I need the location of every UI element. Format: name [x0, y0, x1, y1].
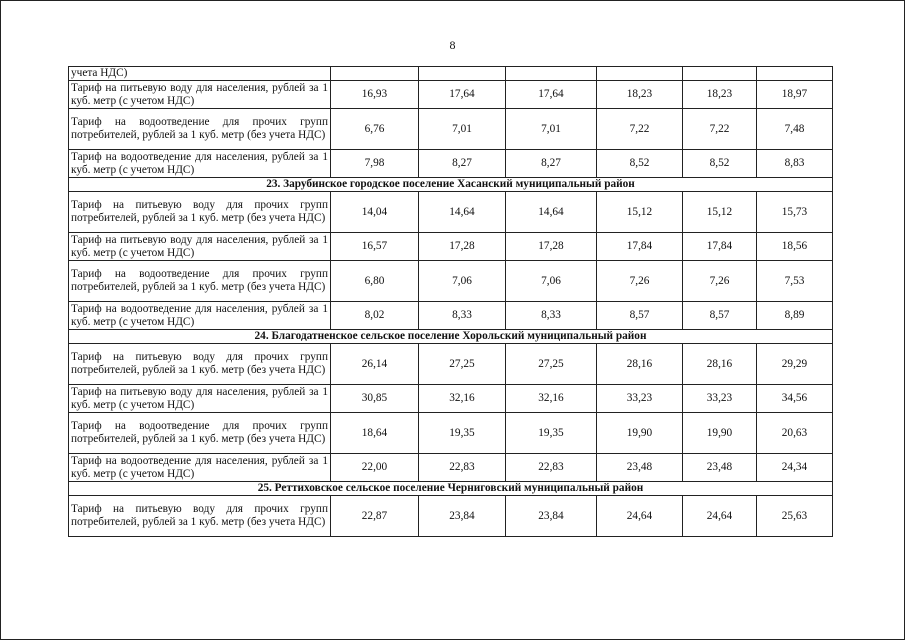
tariff-description: Тариф на питьевую воду для прочих групп потребителей, рублей за 1 куб. метр (без учета НДС)	[69, 496, 331, 537]
tariff-value	[597, 67, 683, 81]
tariff-value: 26,14	[331, 344, 419, 385]
tariff-value: 34,56	[757, 385, 833, 413]
tariff-value: 23,48	[597, 454, 683, 482]
tariff-value: 32,16	[419, 385, 506, 413]
tariff-value: 30,85	[331, 385, 419, 413]
tariff-value: 23,48	[683, 454, 757, 482]
tariff-value: 23,84	[419, 496, 506, 537]
section-title: 23. Зарубинское городское поселение Хасанский муниципальный район	[69, 178, 833, 192]
tariff-description: Тариф на водоотведение для населения, рублей за 1 куб. метр (с учетом НДС)	[69, 150, 331, 178]
tariff-value: 25,63	[757, 496, 833, 537]
section-title: 24. Благодатненское сельское поселение Хорольский муниципальный район	[69, 330, 833, 344]
tariff-value: 7,06	[419, 261, 506, 302]
tariff-table	[68, 66, 833, 537]
section-header-row	[69, 482, 833, 496]
tariff-value: 32,16	[506, 385, 597, 413]
table-row	[69, 344, 833, 385]
section-header-row	[69, 330, 833, 344]
tariff-value: 7,06	[506, 261, 597, 302]
tariff-value: 24,64	[597, 496, 683, 537]
tariff-value: 27,25	[506, 344, 597, 385]
tariff-value: 24,34	[757, 454, 833, 482]
tariff-value	[506, 67, 597, 81]
tariff-value: 16,57	[331, 233, 419, 261]
table-row	[69, 192, 833, 233]
tariff-value: 17,64	[506, 81, 597, 109]
tariff-value: 22,00	[331, 454, 419, 482]
tariff-value: 18,56	[757, 233, 833, 261]
tariff-description: Тариф на водоотведение для населения, рублей за 1 куб. метр (с учетом НДС)	[69, 454, 331, 482]
tariff-value: 6,80	[331, 261, 419, 302]
tariff-value: 16,93	[331, 81, 419, 109]
table-row	[69, 150, 833, 178]
tariff-value: 22,83	[419, 454, 506, 482]
tariff-value: 33,23	[683, 385, 757, 413]
tariff-value: 22,83	[506, 454, 597, 482]
tariff-value: 8,52	[597, 150, 683, 178]
tariff-value: 22,87	[331, 496, 419, 537]
tariff-value: 29,29	[757, 344, 833, 385]
tariff-value: 17,84	[683, 233, 757, 261]
tariff-value: 7,01	[419, 109, 506, 150]
tariff-value: 17,64	[419, 81, 506, 109]
tariff-value: 27,25	[419, 344, 506, 385]
tariff-value: 14,04	[331, 192, 419, 233]
tariff-value: 19,35	[506, 413, 597, 454]
table-row	[69, 302, 833, 330]
tariff-value: 7,01	[506, 109, 597, 150]
tariff-value: 14,64	[506, 192, 597, 233]
tariff-value: 7,26	[683, 261, 757, 302]
tariff-value	[419, 67, 506, 81]
tariff-value: 28,16	[683, 344, 757, 385]
tariff-value: 15,73	[757, 192, 833, 233]
table-row	[69, 109, 833, 150]
tariff-description: Тариф на питьевую воду для населения, рублей за 1 куб. метр (с учетом НДС)	[69, 233, 331, 261]
tariff-value: 19,35	[419, 413, 506, 454]
tariff-value: 7,98	[331, 150, 419, 178]
tariff-value: 18,23	[683, 81, 757, 109]
tariff-value: 17,84	[597, 233, 683, 261]
tariff-value: 8,27	[506, 150, 597, 178]
tariff-value: 14,64	[419, 192, 506, 233]
page-number: 8	[449, 38, 456, 52]
tariff-description: Тариф на питьевую воду для населения, рублей за 1 куб. метр (с учетом НДС)	[69, 81, 331, 109]
tariff-table-body	[69, 67, 833, 537]
tariff-value: 18,64	[331, 413, 419, 454]
tariff-value: 8,33	[419, 302, 506, 330]
tariff-value: 24,64	[683, 496, 757, 537]
tariff-value: 33,23	[597, 385, 683, 413]
tariff-description: Тариф на водоотведение для населения, рублей за 1 куб. метр (с учетом НДС)	[69, 302, 331, 330]
section-title: 25. Реттиховское сельское поселение Черниговский муниципальный район	[69, 482, 833, 496]
tariff-value: 17,28	[419, 233, 506, 261]
tariff-description: Тариф на водоотведение для прочих групп потребителей, рублей за 1 куб. метр (без учета НДС)	[69, 261, 331, 302]
tariff-value: 7,48	[757, 109, 833, 150]
tariff-value: 8,57	[597, 302, 683, 330]
tariff-description: учета НДС)	[69, 67, 331, 81]
tariff-description: Тариф на водоотведение для прочих групп потребителей, рублей за 1 куб. метр (без учета НДС)	[69, 109, 331, 150]
table-row	[69, 385, 833, 413]
table-row	[69, 81, 833, 109]
tariff-value	[683, 67, 757, 81]
tariff-value: 7,26	[597, 261, 683, 302]
tariff-value: 8,89	[757, 302, 833, 330]
tariff-description: Тариф на питьевую воду для населения, рублей за 1 куб. метр (с учетом НДС)	[69, 385, 331, 413]
table-row	[69, 413, 833, 454]
tariff-value: 15,12	[683, 192, 757, 233]
tariff-value: 15,12	[597, 192, 683, 233]
tariff-value: 7,22	[597, 109, 683, 150]
tariff-value: 17,28	[506, 233, 597, 261]
tariff-value: 20,63	[757, 413, 833, 454]
tariff-value: 18,97	[757, 81, 833, 109]
tariff-value: 8,52	[683, 150, 757, 178]
tariff-value: 7,53	[757, 261, 833, 302]
table-row	[69, 496, 833, 537]
tariff-description: Тариф на питьевую воду для прочих групп потребителей, рублей за 1 куб. метр (без учета НДС)	[69, 344, 331, 385]
tariff-value: 19,90	[683, 413, 757, 454]
tariff-description: Тариф на водоотведение для прочих групп потребителей, рублей за 1 куб. метр (без учета НДС)	[69, 413, 331, 454]
tariff-value	[331, 67, 419, 81]
tariff-value: 8,83	[757, 150, 833, 178]
tariff-value: 8,02	[331, 302, 419, 330]
tariff-value: 8,57	[683, 302, 757, 330]
tariff-value: 8,27	[419, 150, 506, 178]
tariff-value: 23,84	[506, 496, 597, 537]
tariff-value	[757, 67, 833, 81]
table-row	[69, 233, 833, 261]
tariff-value: 18,23	[597, 81, 683, 109]
tariff-value: 28,16	[597, 344, 683, 385]
tariff-value: 6,76	[331, 109, 419, 150]
table-row	[69, 261, 833, 302]
table-row	[69, 67, 833, 81]
section-header-row	[69, 178, 833, 192]
tariff-value: 8,33	[506, 302, 597, 330]
table-row	[69, 454, 833, 482]
tariff-description: Тариф на питьевую воду для прочих групп потребителей, рублей за 1 куб. метр (без учета НДС)	[69, 192, 331, 233]
tariff-value: 7,22	[683, 109, 757, 150]
tariff-value: 19,90	[597, 413, 683, 454]
